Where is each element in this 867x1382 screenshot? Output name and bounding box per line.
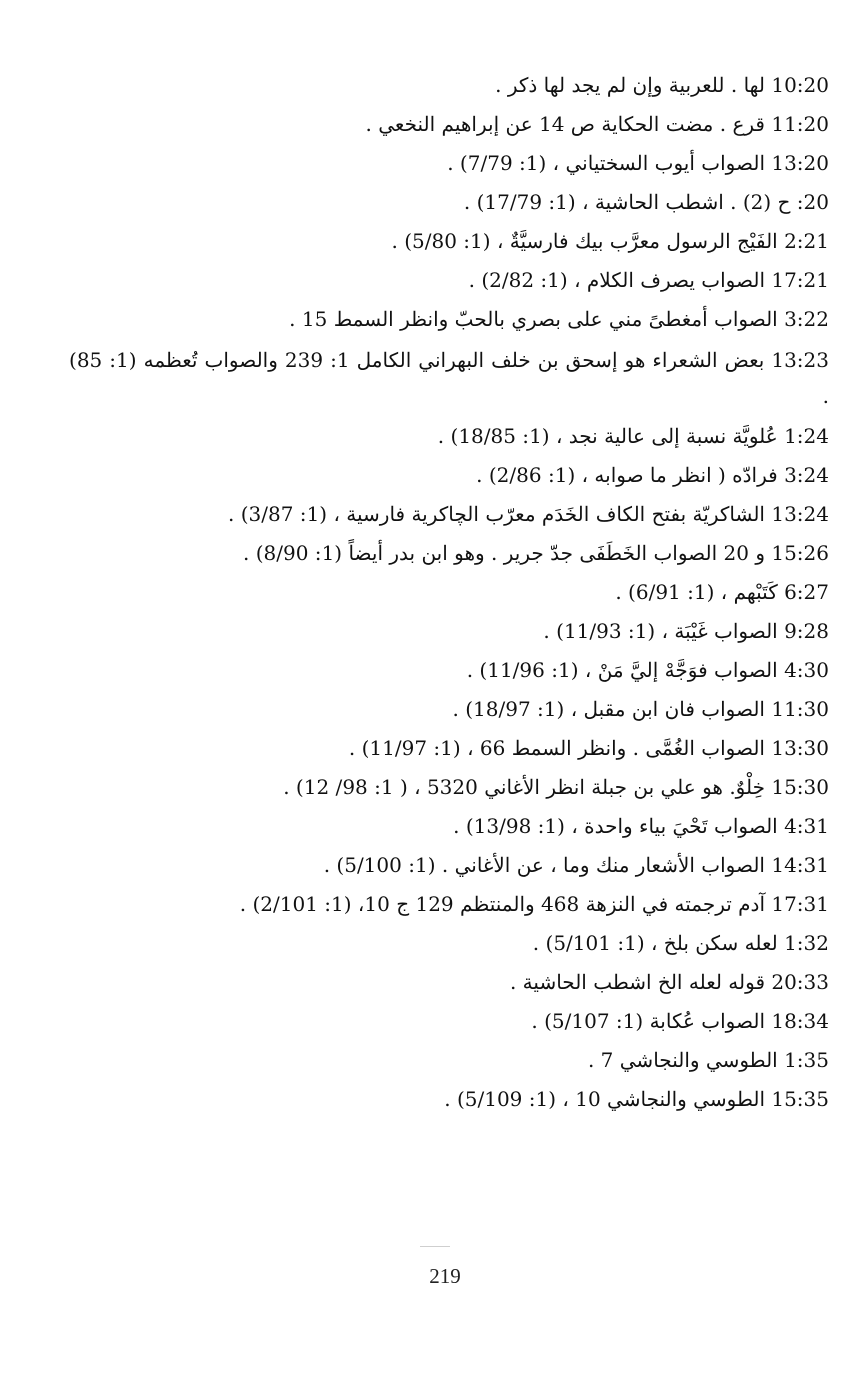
errata-entry: 13:23 بعض الشعراء هو إسحق بن خلف البهراني الكامل 1: 239 والصواب تُعظمه (1: 85) . [69,348,829,408]
errata-entry: 1:32 لعله سكن بلخ ، (1: 5/101) . [532,931,829,955]
errata-entry: 20:33 قوله لعله الخ اشطب الحاشية . [509,970,829,994]
errata-entry: 4:31 الصواب تَحْيَ بياء واحدة ، (1: 13/98) . [453,814,829,838]
errata-entry: 4:30 الصواب فوَجَّهْ إليَّ مَنْ ، (1: 11/96) . [466,658,829,682]
errata-entry: 18:34 الصواب عُكابة (1: 5/107) . [531,1009,829,1033]
errata-entry: 15:35 الطوسي والنجاشي 10 ، (1: 5/109) . [444,1087,829,1111]
errata-entry: 2:21 الفَيْج الرسول معرَّب بيك فارسيَّةٌ ، (1: 5/80) . [391,229,829,253]
errata-entry: 17:21 الصواب يصرف الكلام ، (1: 2/82) . [468,268,829,292]
errata-entry: 15:30 خِلْوٌ. هو علي بن جبلة انظر الأغاني 5320 ، ( 1: 98/ 12) . [283,775,829,799]
errata-entry: 10:20 لها . للعربية وإن لم يجد لها ذكر . [495,73,829,97]
errata-entry: 11:20 قرع . مضت الحكاية ص 14 عن إبراهيم النخعي . [365,112,829,136]
errata-entry: 1:24 عُلويَّة نسبة إلى عالية نجد ، (1: 18/85) . [437,424,829,448]
errata-entry: 17:31 آدم ترجمته في النزهة 468 والمنتظم 129 ج 10، (1: 2/101) . [239,892,829,916]
errata-entry: 3:22 الصواب أمغطىً مني على بصري بالحبّ وانظر السمط 15 . [289,307,829,331]
errata-entry: 15:26 و 20 الصواب الخَطَفَى جدّ جرير . وهو ابن بدر أيضاً (1: 8/90) . [243,541,829,565]
errata-entry: 9:28 الصواب غَيْبَة ، (1: 11/93) . [543,619,829,643]
errata-list [69,66,829,1119]
errata-entry: 13:30 الصواب الغُمَّى . وانظر السمط 66 ، (1: 11/97) . [348,736,829,760]
page-number: 219 [429,1264,461,1288]
errata-entry: 6:27 كَتَبْهم ، (1: 6/91) . [615,580,829,604]
errata-entry: 13:20 الصواب أيوب السختياني ، (1: 7/79) . [447,151,829,175]
footer-rule [420,1246,450,1247]
errata-entry: 13:24 الشاكريّة بفتح الكاف الخَدَم معرّب الچاكرية فارسية ، (1: 3/87) . [228,502,829,526]
errata-entry: 20: ح (2) . اشطب الحاشية ، (1: 17/79) . [463,190,829,214]
errata-entry: 11:30 الصواب فان ابن مقبل ، (1: 18/97) . [452,697,829,721]
errata-entry: 14:31 الصواب الأشعار منك وما ، عن الأغاني . (1: 5/100) . [323,853,829,877]
errata-entry: 1:35 الطوسي والنجاشي 7 . [587,1048,829,1072]
errata-entry: 3:24 فرادّه ( انظر ما صوابه ، (1: 2/86) . [476,463,829,487]
